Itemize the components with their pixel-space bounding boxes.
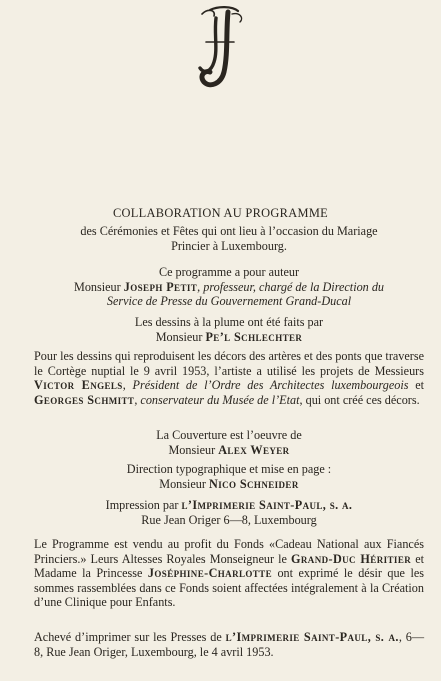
intro-line: Princier à Luxembourg. bbox=[171, 238, 287, 253]
author-credit bbox=[34, 265, 424, 309]
colophon-text: Achevé d’imprimer sur les Presses de bbox=[34, 630, 226, 644]
typo-intro: Direction typographique et mise en page : bbox=[126, 462, 332, 476]
fund-name-2: Joséphine-Charlotte bbox=[147, 566, 272, 581]
drawings-line bbox=[34, 330, 424, 345]
printer-credit bbox=[34, 498, 424, 527]
typo-name: Nico Schneider bbox=[209, 476, 299, 491]
typography-credit bbox=[34, 462, 424, 491]
drawings-intro: Les dessins à la plume ont été faits par bbox=[134, 315, 324, 329]
decor-end: , qui ont créé ces décors. bbox=[299, 392, 420, 407]
cover-line bbox=[34, 443, 424, 458]
fund-paragraph bbox=[34, 537, 424, 610]
monogram-logo bbox=[188, 2, 252, 92]
monogram-jj-icon bbox=[188, 2, 252, 92]
cover-name: Alex Weyer bbox=[218, 442, 290, 457]
cover-credit bbox=[34, 428, 424, 457]
decor-sep: , bbox=[134, 392, 141, 407]
fund-text: Le Programme est vendu au profit du Fonds «Cadeau National aux Fiancés Princiers.» Leurs Altesses Royales Monseigneur le bbox=[34, 537, 424, 566]
intro-line: des Cérémonies et Fêtes qui ont lieu à l’occasion du Mariage bbox=[80, 224, 378, 238]
author-name: Joseph Petit bbox=[123, 279, 198, 294]
page-title: COLLABORATION AU PROGRAMME bbox=[112, 206, 328, 220]
decor-and: et bbox=[408, 378, 425, 393]
decor-sep: , bbox=[122, 378, 133, 393]
author-comma: , bbox=[197, 279, 204, 294]
printer-name: l’Imprimerie Saint-Paul, s. a. bbox=[181, 498, 353, 512]
author-intro: Ce programme a pour auteur bbox=[158, 265, 300, 279]
intro-paragraph bbox=[34, 224, 424, 253]
drawings-credit bbox=[34, 315, 424, 344]
typo-line bbox=[34, 477, 424, 492]
decor-text: Pour les dessins qui reproduisent les décors des artères et des ponts que traverse le Cortège nuptial le 9 avril 1953, l’artiste a utilisé les projets de Messieurs bbox=[34, 349, 424, 378]
colophon-text: , 6—8, Rue Jean Origer, Luxembourg, le 4 avril 1953. bbox=[34, 630, 425, 659]
printer-prefix: Impression par bbox=[105, 498, 182, 512]
fund-name-1: Grand-Duc Héritier bbox=[291, 551, 412, 566]
decor-role-1: Président de l’Ordre des Architectes luxembourgeois bbox=[132, 378, 409, 393]
decor-paragraph bbox=[34, 349, 424, 407]
drawings-prefix: Monsieur bbox=[155, 329, 206, 344]
colophon-printer: l’Imprimerie Saint-Paul, s. a. bbox=[225, 630, 399, 644]
printer-line bbox=[34, 498, 424, 513]
fund-text: ont exprimé le désir que les sommes rassemblées dans ce Fonds soient affectées intégralement à la Création d’une Clinique pour Enfants. bbox=[34, 566, 424, 610]
typo-prefix: Monsieur bbox=[159, 476, 209, 491]
author-role: professeur, chargé de la Direction du bbox=[203, 279, 385, 294]
colophon bbox=[34, 630, 424, 659]
decor-name-2: Georges Schmitt bbox=[34, 392, 135, 407]
decor-role-2: conservateur du Musée de l’Etat bbox=[140, 392, 300, 407]
drawings-name: Pe’l Schlechter bbox=[205, 329, 303, 344]
author-prefix: Monsieur bbox=[73, 279, 124, 294]
printer-address: Rue Jean Origer 6—8, Luxembourg bbox=[141, 512, 317, 527]
cover-prefix: Monsieur bbox=[168, 442, 219, 457]
fund-text: et Madame la Princesse bbox=[34, 551, 424, 581]
decor-name-1: Victor Engels bbox=[34, 378, 123, 393]
author-line bbox=[34, 280, 424, 295]
author-role-cont: Service de Presse du Gouvernement Grand-Ducal bbox=[106, 294, 352, 309]
cover-intro: La Couverture est l’oeuvre de bbox=[156, 428, 302, 442]
